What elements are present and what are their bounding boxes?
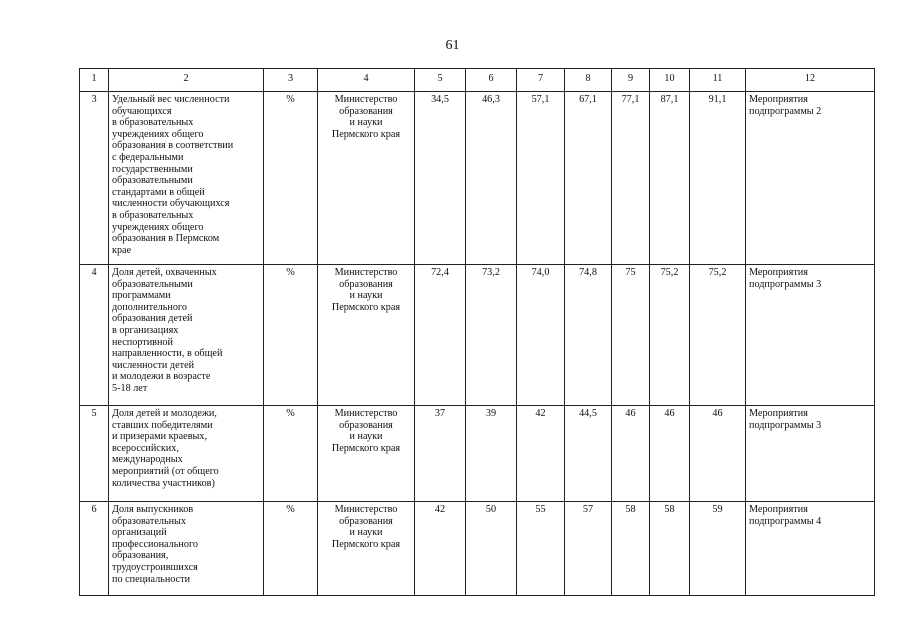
cell-line: Пермского края <box>331 301 401 313</box>
table-row <box>80 406 875 502</box>
cell-line: в образовательных <box>112 209 194 221</box>
cell-line: Доля детей, охваченных <box>112 267 217 278</box>
table-row <box>80 502 875 596</box>
cell-line: государственными <box>112 163 193 175</box>
column-header: 5 <box>415 69 466 92</box>
value-cell: 77,1 <box>612 92 650 265</box>
cell-line: Мероприятия <box>749 504 808 515</box>
column-header: 9 <box>612 69 650 92</box>
cell-line: профессионального <box>112 538 198 550</box>
cell-line: Пермского края <box>331 442 401 454</box>
column-header: 7 <box>517 69 565 92</box>
cell-line: Министерство <box>334 408 398 419</box>
cell-line: трудоустроившихся <box>112 561 198 573</box>
indicators-table <box>79 68 875 596</box>
value-cell: 73,2 <box>466 265 517 406</box>
cell-line: в образовательных <box>112 117 194 129</box>
value-cell: 37 <box>415 406 466 502</box>
cell-line: подпрограммы 3 <box>749 278 822 290</box>
cell-line: Пермского края <box>331 538 401 550</box>
cell-line: численности обучающихся <box>112 198 230 210</box>
value-cell: 75 <box>612 265 650 406</box>
row-number-cell: 5 <box>80 406 109 502</box>
responsible-cell <box>318 406 415 502</box>
value-cell: 91,1 <box>690 92 746 265</box>
cell-line: образования <box>339 419 393 431</box>
cell-line: с федеральными <box>112 151 184 163</box>
indicator-name-cell <box>109 92 264 265</box>
cell-line: Мероприятия <box>749 267 808 278</box>
value-cell: 50 <box>466 502 517 596</box>
unit-cell: % <box>264 502 318 596</box>
column-header: 4 <box>318 69 415 92</box>
cell-line: подпрограммы 2 <box>749 105 822 117</box>
cell-line: образовательными <box>112 278 193 290</box>
note-cell <box>746 265 875 406</box>
value-cell: 46 <box>612 406 650 502</box>
row-number-cell: 4 <box>80 265 109 406</box>
value-cell: 74,0 <box>517 265 565 406</box>
cell-line: Министерство <box>334 267 398 278</box>
cell-line: Министерство <box>334 94 398 105</box>
cell-line: Удельный вес численности <box>112 94 230 105</box>
value-cell: 46,3 <box>466 92 517 265</box>
value-cell: 46 <box>690 406 746 502</box>
value-cell: 42 <box>517 406 565 502</box>
note-cell <box>746 502 875 596</box>
cell-line: образования детей <box>112 313 193 325</box>
column-header: 8 <box>565 69 612 92</box>
cell-line: Министерство <box>334 504 398 515</box>
value-cell: 34,5 <box>415 92 466 265</box>
cell-line: Мероприятия <box>749 94 808 105</box>
cell-line: образования <box>339 105 393 117</box>
responsible-cell <box>318 265 415 406</box>
cell-line: и науки <box>349 117 383 129</box>
note-cell <box>746 406 875 502</box>
cell-line: стандартами в общей <box>112 186 205 198</box>
cell-line: Доля выпускников <box>112 504 194 515</box>
cell-line: количества участников) <box>112 477 215 489</box>
cell-line: крае <box>112 244 132 256</box>
cell-line: образовательных <box>112 515 186 527</box>
value-cell: 55 <box>517 502 565 596</box>
cell-line: и науки <box>349 431 383 443</box>
cell-line: мероприятий (от общего <box>112 465 219 477</box>
indicator-name-cell <box>109 406 264 502</box>
cell-line: образования, <box>112 550 169 562</box>
cell-line: образовательными <box>112 175 193 187</box>
column-header: 1 <box>80 69 109 92</box>
responsible-cell <box>318 92 415 265</box>
cell-line: всероссийских, <box>112 442 179 454</box>
column-header: 12 <box>746 69 875 92</box>
unit-cell: % <box>264 406 318 502</box>
column-header: 2 <box>109 69 264 92</box>
cell-line: программами <box>112 290 171 302</box>
value-cell: 87,1 <box>650 92 690 265</box>
indicator-name-cell <box>109 265 264 406</box>
value-cell: 67,1 <box>565 92 612 265</box>
note-cell <box>746 92 875 265</box>
cell-line: и науки <box>349 527 383 539</box>
value-cell: 58 <box>650 502 690 596</box>
table-row <box>80 265 875 406</box>
value-cell: 42 <box>415 502 466 596</box>
cell-line: численности детей <box>112 359 195 371</box>
value-cell: 75,2 <box>690 265 746 406</box>
value-cell: 72,4 <box>415 265 466 406</box>
cell-line: образования в Пермском <box>112 233 220 245</box>
cell-line: образования <box>339 278 393 290</box>
value-cell: 58 <box>612 502 650 596</box>
cell-line: подпрограммы 4 <box>749 515 822 527</box>
value-cell: 57 <box>565 502 612 596</box>
cell-line: 5-18 лет <box>112 382 148 394</box>
unit-cell: % <box>264 92 318 265</box>
cell-line: образования <box>339 515 393 527</box>
cell-line: и науки <box>349 290 383 302</box>
cell-line: неспортивной <box>112 336 173 348</box>
cell-line: международных <box>112 454 183 466</box>
cell-line: обучающихся <box>112 105 172 117</box>
value-cell: 57,1 <box>517 92 565 265</box>
cell-line: в организациях <box>112 324 179 336</box>
value-cell: 59 <box>690 502 746 596</box>
unit-cell: % <box>264 265 318 406</box>
page-number: 61 <box>445 38 460 53</box>
value-cell: 75,2 <box>650 265 690 406</box>
cell-line: организаций <box>112 527 167 539</box>
cell-line: Мероприятия <box>749 408 808 419</box>
responsible-cell <box>318 502 415 596</box>
cell-line: подпрограммы 3 <box>749 419 822 431</box>
header-row <box>80 69 875 92</box>
row-number-cell: 6 <box>80 502 109 596</box>
column-header: 3 <box>264 69 318 92</box>
cell-line: Доля детей и молодежи, <box>112 408 217 419</box>
cell-line: учреждениях общего <box>112 221 204 233</box>
cell-line: и молодежи в возрасте <box>112 371 211 383</box>
value-cell: 44,5 <box>565 406 612 502</box>
value-cell: 74,8 <box>565 265 612 406</box>
table-row <box>80 92 875 265</box>
column-header: 11 <box>690 69 746 92</box>
cell-line: ставших победителями <box>112 419 213 431</box>
cell-line: образования в соответствии <box>112 140 234 152</box>
row-number-cell: 3 <box>80 92 109 265</box>
value-cell: 46 <box>650 406 690 502</box>
cell-line: направленности, в общей <box>112 348 223 360</box>
value-cell: 39 <box>466 406 517 502</box>
cell-line: по специальности <box>112 573 191 585</box>
column-header: 10 <box>650 69 690 92</box>
column-header: 6 <box>466 69 517 92</box>
cell-line: учреждениях общего <box>112 128 204 140</box>
cell-line: Пермского края <box>331 128 401 140</box>
indicator-name-cell <box>109 502 264 596</box>
cell-line: дополнительного <box>112 301 187 313</box>
cell-line: и призерами краевых, <box>112 431 207 443</box>
